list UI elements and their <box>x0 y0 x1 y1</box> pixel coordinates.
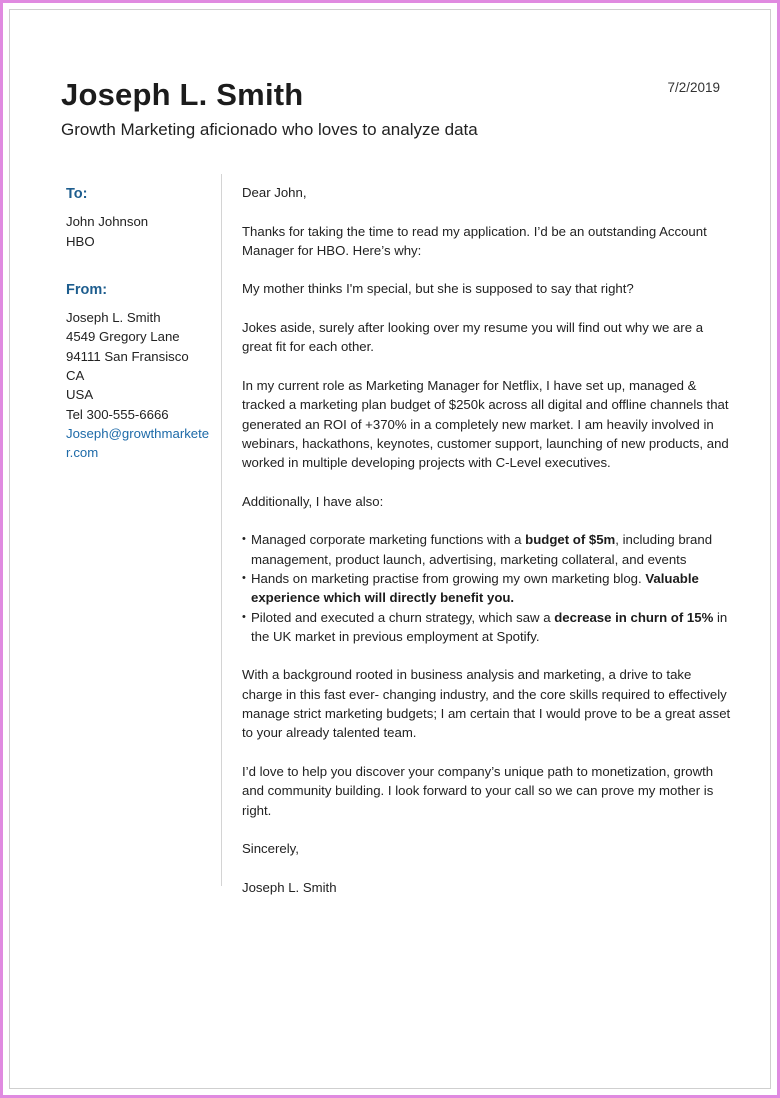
paragraph-intro: Thanks for taking the time to read my application. I’d be an outstanding Account Manager for HBO. Here’s why: <box>242 223 707 258</box>
sender-name: Joseph L. Smith <box>66 310 161 326</box>
list-item: • Hands on marketing practise from growing my own marketing blog. Valuable experience which will directly benefit you. <box>242 569 732 608</box>
sender-name-heading: Joseph L. Smith <box>61 77 304 112</box>
paragraph-closing-pitch: I’d love to help you discover your company’s unique path to monetization, growth and community building. I look forward to your call so we can prove my mother is right. <box>242 763 714 818</box>
sender-phone: Tel 300-555-6666 <box>66 406 169 422</box>
list-item: • Piloted and executed a churn strategy, which saw a decrease in churn of 15% in the UK market in previous employment at Spotify. <box>242 608 732 647</box>
sender-street: 4549 Gregory Lane <box>66 329 180 345</box>
column-divider <box>221 174 222 886</box>
letter-body <box>242 183 732 916</box>
to-label: To: <box>66 186 88 202</box>
closing: Sincerely, <box>242 841 299 857</box>
paragraph-mother: My mother thinks I'm special, but she is supposed to say that right? <box>242 281 634 297</box>
paragraph-current-role: In my current role as Marketing Manager for Netflix, I have set up, managed & tracked a marketing plan budget of $250k across all digital and offline channels that generated an ROI of +370% in a completely new market. I am heavily involved in webinars, hackathons, keynotes, customer support, launching of new products, and worked in multiple developing projects with C-Level executives. <box>242 377 729 471</box>
paragraph-fit: Jokes aside, surely after looking over my resume you will find out why we are a great fit for each other. <box>242 320 704 355</box>
recipient-company: HBO <box>66 233 95 249</box>
achievements-list <box>242 530 732 646</box>
sender-block <box>66 281 211 463</box>
tagline: Growth Marketing aficionado who loves to analyze data <box>61 120 478 139</box>
from-label: From: <box>66 281 108 298</box>
sender-email-link[interactable]: Joseph@growthmarketer.com <box>66 425 210 461</box>
sender-city: 94111 San Fransisco <box>66 348 189 364</box>
signature: Joseph L. Smith <box>242 879 337 895</box>
recipient-name: John Johnson <box>66 214 149 230</box>
paragraph-additionally: Additionally, I have also: <box>242 493 384 509</box>
recipient-block <box>66 185 211 251</box>
sender-state: CA <box>66 368 85 384</box>
paragraph-background: With a background rooted in business analysis and marketing, a drive to take charge in this fast ever- changing industry, and the core skills required to effectively manage strict marketing budgets; I am certain that I would prove to be a great asset to your already talented team. <box>242 667 731 741</box>
greeting: Dear John, <box>242 185 307 200</box>
sender-country: USA <box>66 387 94 403</box>
contact-sidebar <box>66 185 211 493</box>
list-item: • Managed corporate marketing functions with a budget of $5m, including brand management, product launch, advertising, marketing collateral, and events <box>242 530 732 569</box>
letter-date: 7/2/2019 <box>667 80 720 95</box>
